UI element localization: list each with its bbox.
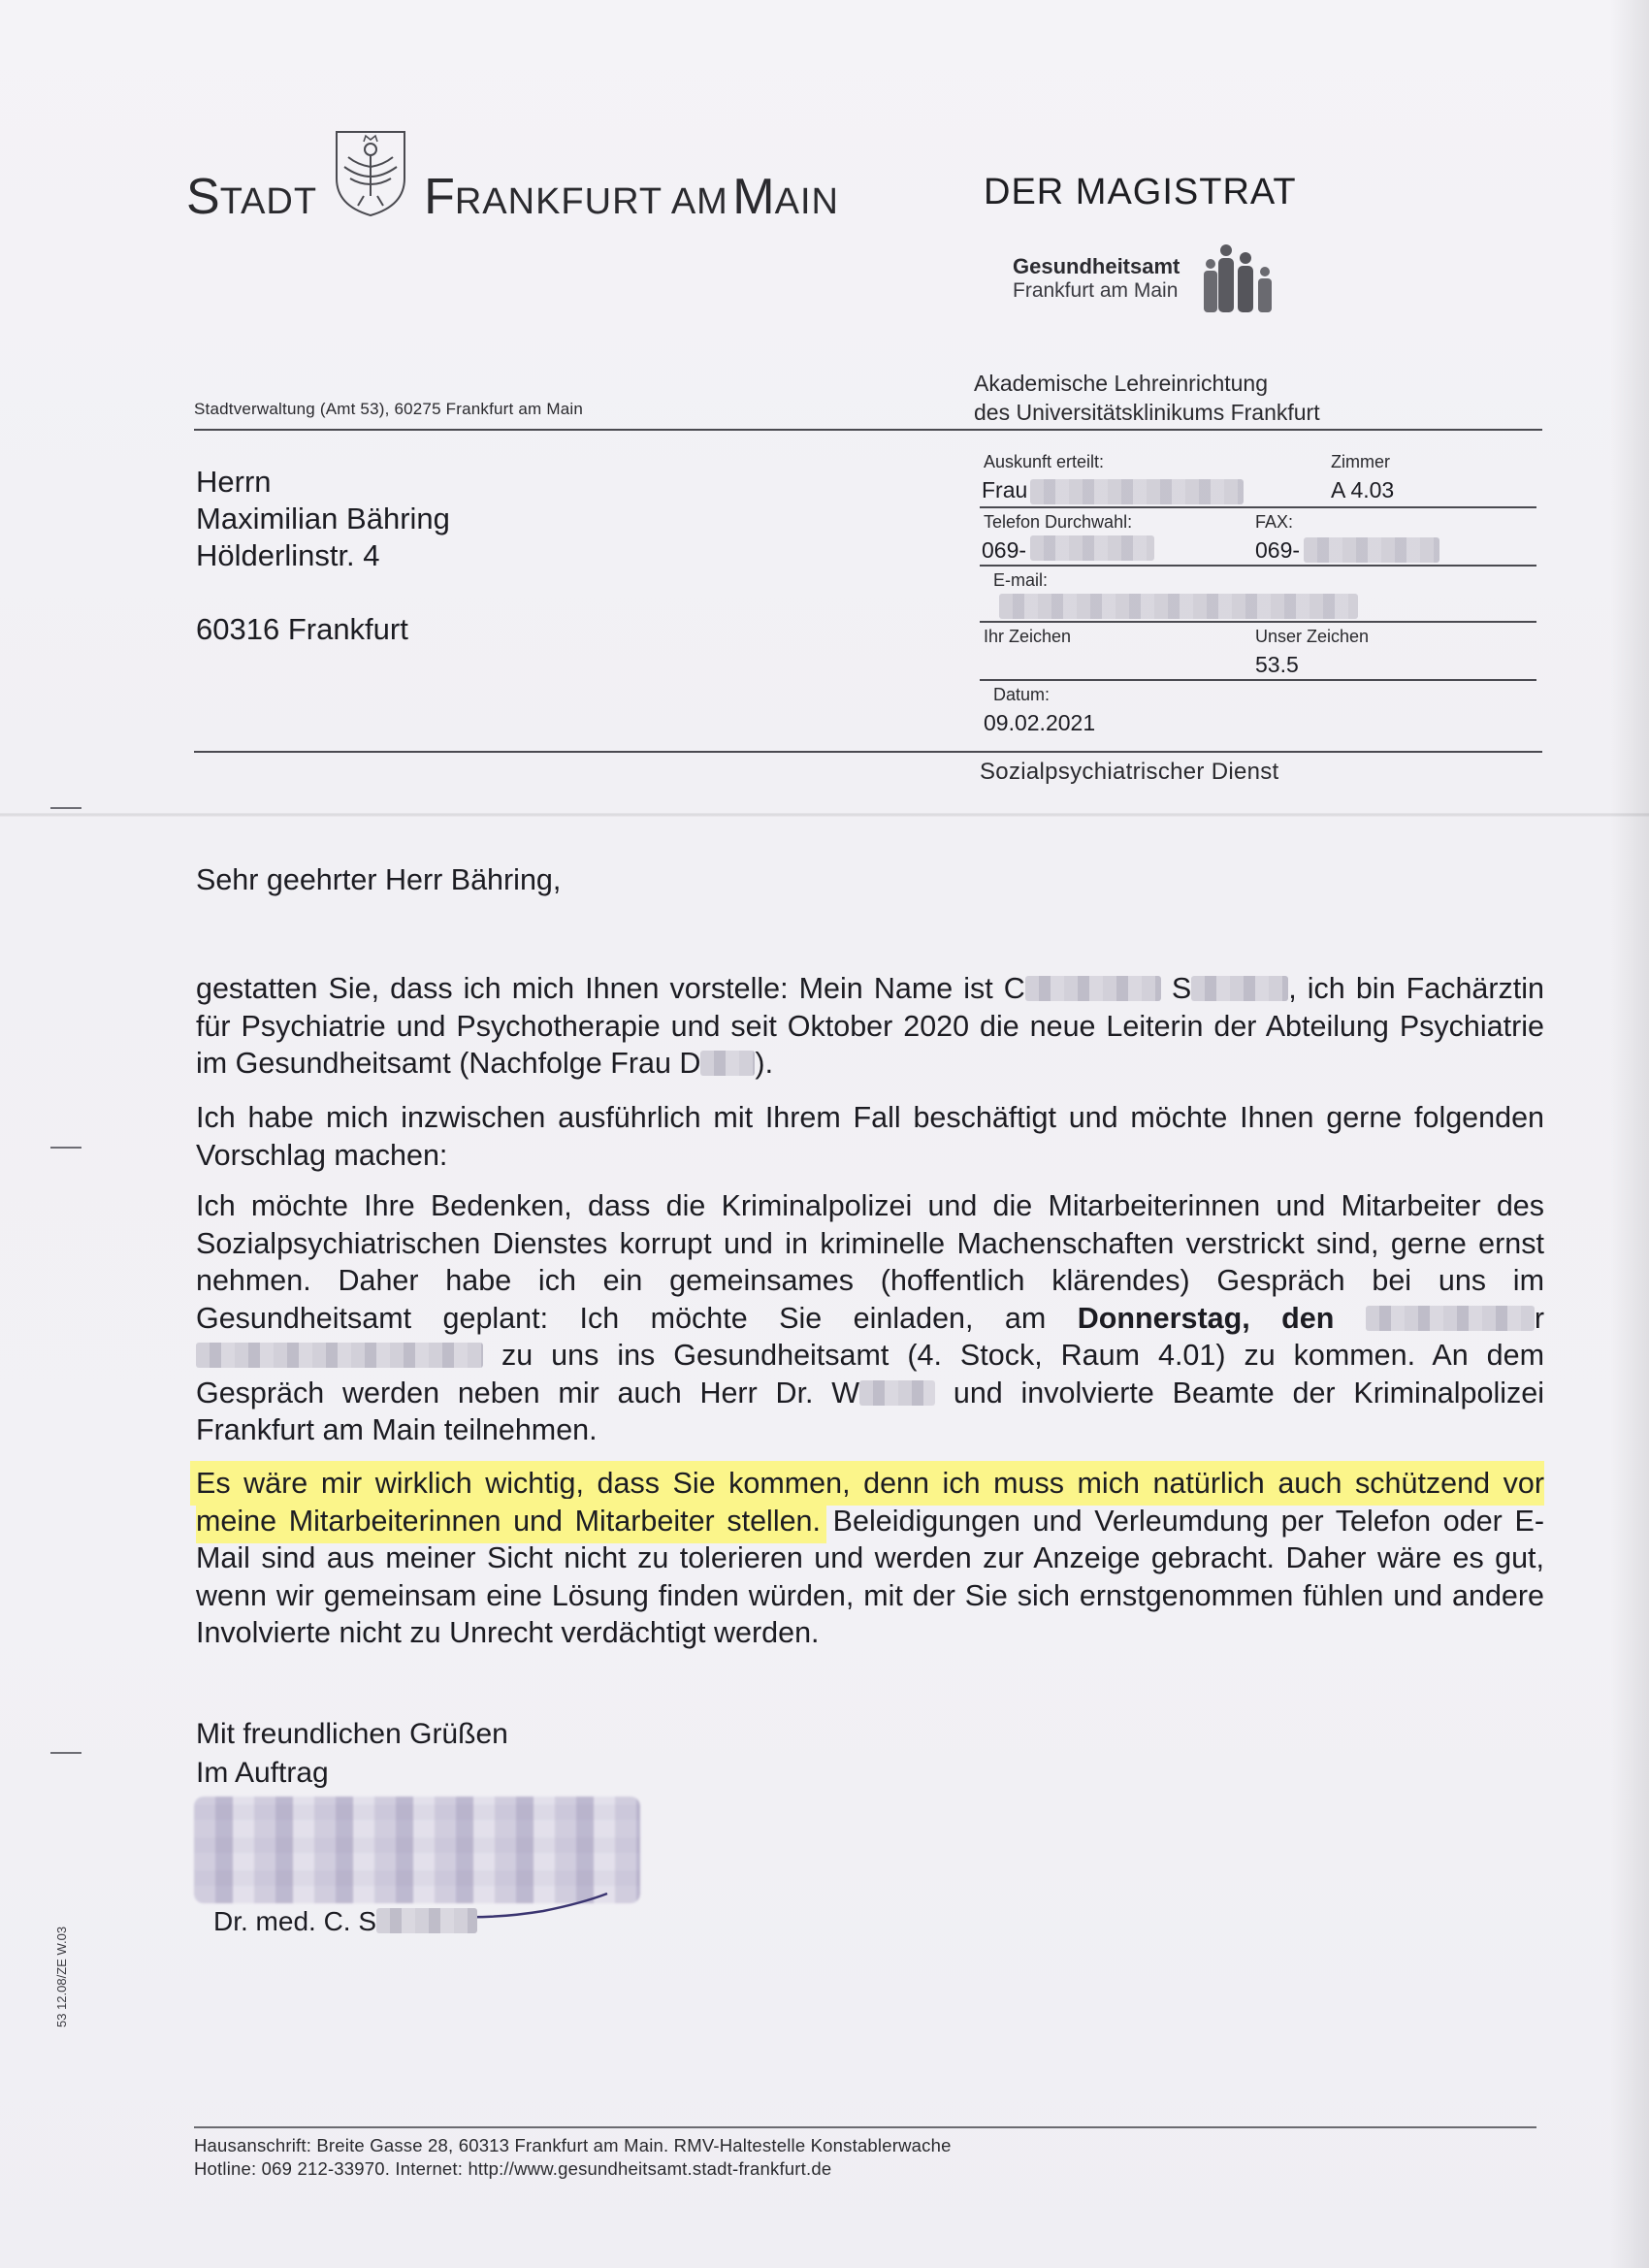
letter-salutation: Sehr geehrter Herr Bähring,	[196, 863, 562, 896]
redacted-last-name	[1191, 976, 1288, 1001]
info-rule	[980, 506, 1536, 508]
ga-name: Gesundheitsamt	[1013, 254, 1180, 278]
gesundheitsamt-logo	[1013, 243, 1280, 314]
redacted-colleague-name	[859, 1380, 935, 1406]
signer-name: Dr. med. C. S	[213, 1906, 477, 1937]
recipient-salutation: Herrn	[196, 465, 272, 499]
unser-zeichen-value: 53.5	[1255, 652, 1299, 677]
auskunft-label: Auskunft erteilt:	[984, 452, 1105, 471]
meeting-day: Donnerstag, den	[1077, 1301, 1335, 1335]
info-divider	[194, 751, 1542, 753]
recipient-street: Hölderlinstr. 4	[196, 538, 380, 572]
footer-divider	[194, 2126, 1536, 2128]
email-label: E-mail:	[993, 570, 1049, 590]
highlighted-sentence: Es wäre mir wirklich wichtig, dass Sie kommen, denn ich muss mich natürlich auch schützend vor meine Mitarbeiterinnen und Mitarbeiter stellen.	[196, 1467, 1544, 1538]
paragraph-proposal: Ich habe mich inzwischen ausführlich mit Ihrem Fall beschäftigt und möchte Ihnen gerne folgenden Vorschlag machen:	[196, 1101, 1544, 1172]
info-rule	[980, 679, 1536, 681]
recipient-address	[196, 464, 450, 648]
datum-label: Datum:	[993, 685, 1051, 704]
department-label: Sozialpsychiatrischer Dienst	[980, 759, 1279, 785]
fold-mark	[50, 1752, 81, 1754]
paragraph-closing: Es wäre mir wirklich wichtig, dass Sie kommen, denn ich muss mich natürlich auch schützend vor meine Mitarbeiterinnen und Mitarbeiter stellen. Beleidigungen und Verleumdung per Telefon oder E-Mail sind aus meiner Sicht nicht zu tolerieren und werden zur Anzeige gebracht. Daher wäre es gut, wenn wir gemeinsam eine Lösung finden würden, mit der Sie sich ernstgenommen fühlen und andere Involvierte nicht zu Unrecht verdächtigt werden.	[196, 1467, 1544, 1649]
fold-mark	[50, 807, 81, 809]
datum-value: 09.02.2021	[984, 710, 1096, 735]
redacted-date	[1366, 1306, 1535, 1331]
return-address: Stadtverwaltung (Amt 53), 60275 Frankfurt am Main	[194, 400, 583, 418]
redacted-name	[1030, 479, 1244, 504]
info-rule	[980, 565, 1536, 567]
redacted-signature	[194, 1797, 640, 1903]
redacted-date-time	[196, 1343, 483, 1368]
redacted-phone	[1030, 535, 1154, 561]
magistrat-heading: DER MAGISTRAT	[984, 172, 1297, 212]
eagle-crest-icon	[331, 128, 410, 217]
redacted-signer-name	[376, 1908, 477, 1933]
redacted-fax	[1304, 537, 1439, 563]
auskunft-value: Frau	[982, 477, 1028, 502]
paper-fold	[0, 813, 1649, 817]
zimmer-value: A 4.03	[1331, 477, 1395, 502]
city-name-stadt: STADT	[186, 169, 318, 225]
redacted-predecessor	[700, 1051, 755, 1076]
telefon-label: Telefon Durchwahl:	[984, 512, 1133, 532]
info-rule	[980, 621, 1536, 623]
form-code: 53 12.08/ZE W.03	[54, 1926, 69, 2027]
redacted-email	[999, 594, 1358, 619]
city-name-frankfurt: FRANKFURT AM MAIN	[424, 169, 839, 225]
paper-edge-shadow	[1610, 0, 1649, 2268]
closing-formula: Mit freundlichen Grüßen Im Auftrag	[196, 1718, 508, 1789]
fax-value: 069-	[1255, 537, 1301, 563]
city-logo	[186, 155, 839, 223]
paragraph-invitation: Ich möchte Ihre Bedenken, dass die Kriminalpolizei und die Mitarbeiterinnen und Mitarbeiter des Sozialpsychiatrischen Dienstes korrupt und in kriminelle Machenschaften verstrickt sind, gerne ernst nehmen. Daher habe ich ein gemeinsames (hoffentlich klärendes) Gespräch bei uns im Gesundheitsamt geplant: Ich möchte Sie einladen, am Donnerstag, den r zu uns ins Gesundheitsamt (4. Stock, Raum 4.01) zu kommen. An dem Gespräch werden neben mir auch Herr Dr. W und involvierte Beamte der Kriminalpolizei Frankfurt am Main teilnehmen.	[196, 1189, 1544, 1446]
zimmer-label: Zimmer	[1331, 452, 1390, 471]
telefon-value: 069-	[982, 537, 1027, 563]
ga-city: Frankfurt am Main	[1013, 279, 1179, 302]
punch-mark	[50, 1147, 81, 1149]
unser-zeichen-label: Unser Zeichen	[1255, 627, 1370, 646]
academic-affiliation: Akademische Lehreinrichtung des Universitätsklinikums Frankfurt	[974, 371, 1320, 425]
fax-label: FAX:	[1255, 512, 1294, 532]
recipient-city: 60316 Frankfurt	[196, 612, 408, 646]
people-family-icon	[1197, 243, 1280, 314]
recipient-name: Maximilian Bähring	[196, 502, 450, 535]
ihr-zeichen-label: Ihr Zeichen	[984, 627, 1072, 646]
footer-address: Hausanschrift: Breite Gasse 28, 60313 Frankfurt am Main. RMV-Haltestelle Konstablerwache Hotline: 069 212-33970. Internet: http://www.gesundheitsamt.stadt-frankfurt.de	[194, 2135, 952, 2179]
paragraph-intro: gestatten Sie, dass ich mich Ihnen vorstelle: Mein Name ist C S , ich bin Fachärztin für Psychiatrie und Psychotherapie und seit Oktober 2020 die neue Leiterin der Abteilung Psychiatrie im Gesundheitsamt (Nachfolge Frau D ).	[196, 972, 1544, 1080]
redacted-first-name	[1025, 976, 1161, 1001]
header-divider	[194, 429, 1542, 431]
